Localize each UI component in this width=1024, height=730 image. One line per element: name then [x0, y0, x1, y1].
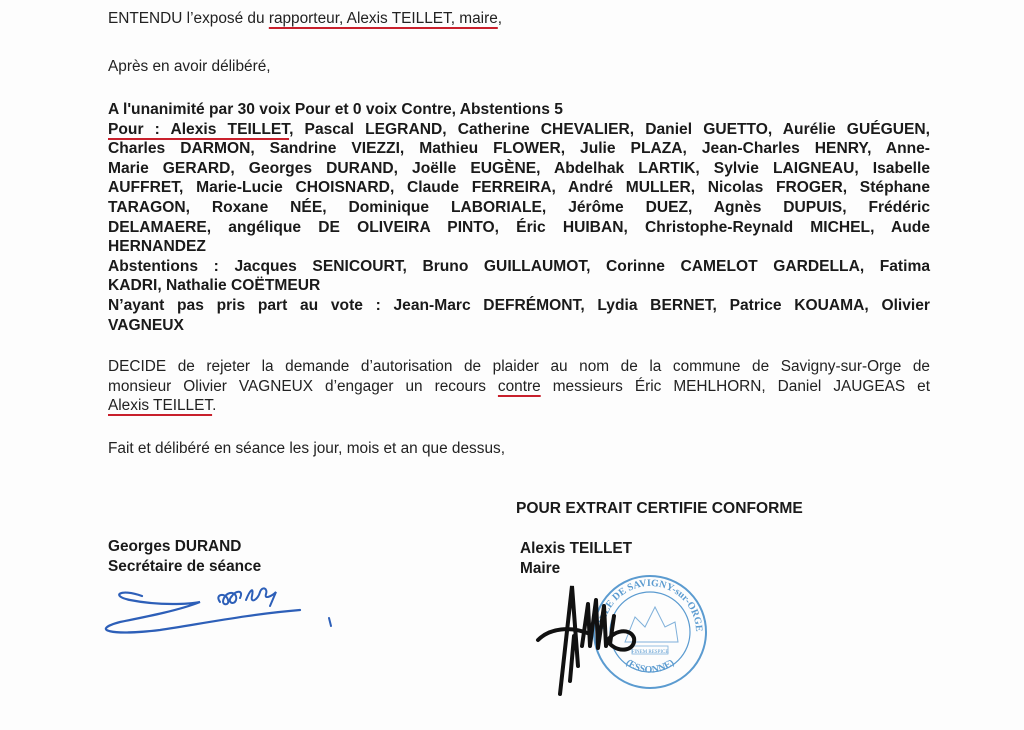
vote-block — [108, 100, 930, 335]
decide-line-1: DECIDE de rejeter la demande d’autorisation de plaider au nom de la commune de Savigny-sur-Orge de — [108, 358, 930, 375]
secretary-role: Secrétaire de séance — [108, 557, 262, 575]
non-votants-line-1: N’ayant pas pris part au vote : Jean-Marc DEFRÉMONT, Lydia BERNET, Patrice KOUAMA, Olivier — [108, 296, 930, 314]
decide-teillet: Alexis TEILLET — [108, 397, 213, 415]
fait-paragraph: Fait et délibéré en séance les jour, mois et an que dessus, — [108, 440, 505, 457]
pour-line-1 — [108, 120, 930, 140]
decide-line-2-suffix: messieurs Éric MEHLHORN, Daniel JAUGEAS et — [540, 377, 930, 395]
abstentions-line-2: KADRI, Nathalie COËTMEUR — [108, 277, 321, 295]
entendu-prefix: ENTENDU l’exposé du — [108, 10, 269, 27]
pour-line-4: AUFFRET, Marie-Lucie CHOISNARD, Claude FERREIRA, André MULLER, Nicolas FROGER, Stéphane — [108, 179, 930, 197]
svg-text:VILLE DE SAVIGNY-sur-ORGE: VILLE DE SAVIGNY-sur-ORGE — [595, 577, 705, 633]
svg-text:(ESSONNE): (ESSONNE) — [623, 657, 677, 676]
decide-line-2-prefix: monsieur Olivier VAGNEUX d’engager un recours — [108, 377, 498, 395]
pour-text-1: , Pascal LEGRAND, Catherine CHEVALIER, Daniel GUETTO, Aurélie GUÉGUEN, — [289, 120, 930, 138]
entendu-suffix: , — [497, 10, 503, 27]
secretary-signature-icon — [100, 580, 330, 640]
pour-line-7: HERNANDEZ — [108, 238, 206, 256]
decide-line-3-suffix: . — [212, 397, 217, 415]
entendu-paragraph — [108, 9, 502, 29]
secretary-name: Georges DURAND — [108, 538, 242, 555]
decide-line-3 — [108, 396, 930, 416]
svg-text:FINEM RESPICE: FINEM RESPICE — [631, 650, 669, 655]
secretary-block — [108, 537, 261, 576]
decide-contre: contre — [497, 377, 541, 395]
pour-line-5: TARAGON, Roxane NÉE, Dominique LABORIALE, Jérôme DUEZ, Agnès DUPUIS, Frédéric — [108, 198, 930, 216]
mayor-name: Alexis TEILLET — [520, 540, 633, 557]
vote-summary: A l'unanimité par 30 voix Pour et 0 voix Contre, Abstentions 5 — [108, 101, 563, 118]
apres-paragraph: Après en avoir délibéré, — [108, 58, 271, 75]
mayor-signature-icon — [530, 576, 660, 696]
mayor-role: Maire — [520, 559, 561, 577]
entendu-underlined: rapporteur, Alexis TEILLET, maire — [268, 10, 498, 27]
pour-line-6: DELAMAERE, angélique DE OLIVEIRA PINTO, Éric HUIBAN, Christophe-Reynald MICHEL, Aude — [108, 218, 930, 236]
decide-paragraph — [108, 357, 930, 416]
decide-line-2 — [108, 377, 930, 397]
abstentions-line-1: Abstentions : Jacques SENICOURT, Bruno GUILLAUMOT, Corinne CAMELOT GARDELLA, Fatima — [108, 257, 930, 275]
certifie-heading: POUR EXTRAIT CERTIFIE CONFORME — [516, 500, 803, 517]
pour-label: Pour : Alexis TEILLET — [108, 120, 290, 138]
pour-line-2: Charles DARMON, Sandrine VIEZZI, Mathieu FLOWER, Julie PLAZA, Jean-Charles HENRY, Anne- — [108, 140, 930, 158]
non-votants-line-2: VAGNEUX — [108, 316, 184, 334]
pour-line-3: Marie GERARD, Georges DURAND, Joëlle EUGÈNE, Abdelhak LARTIK, Sylvie LAIGNEAU, Isabelle — [108, 159, 930, 177]
